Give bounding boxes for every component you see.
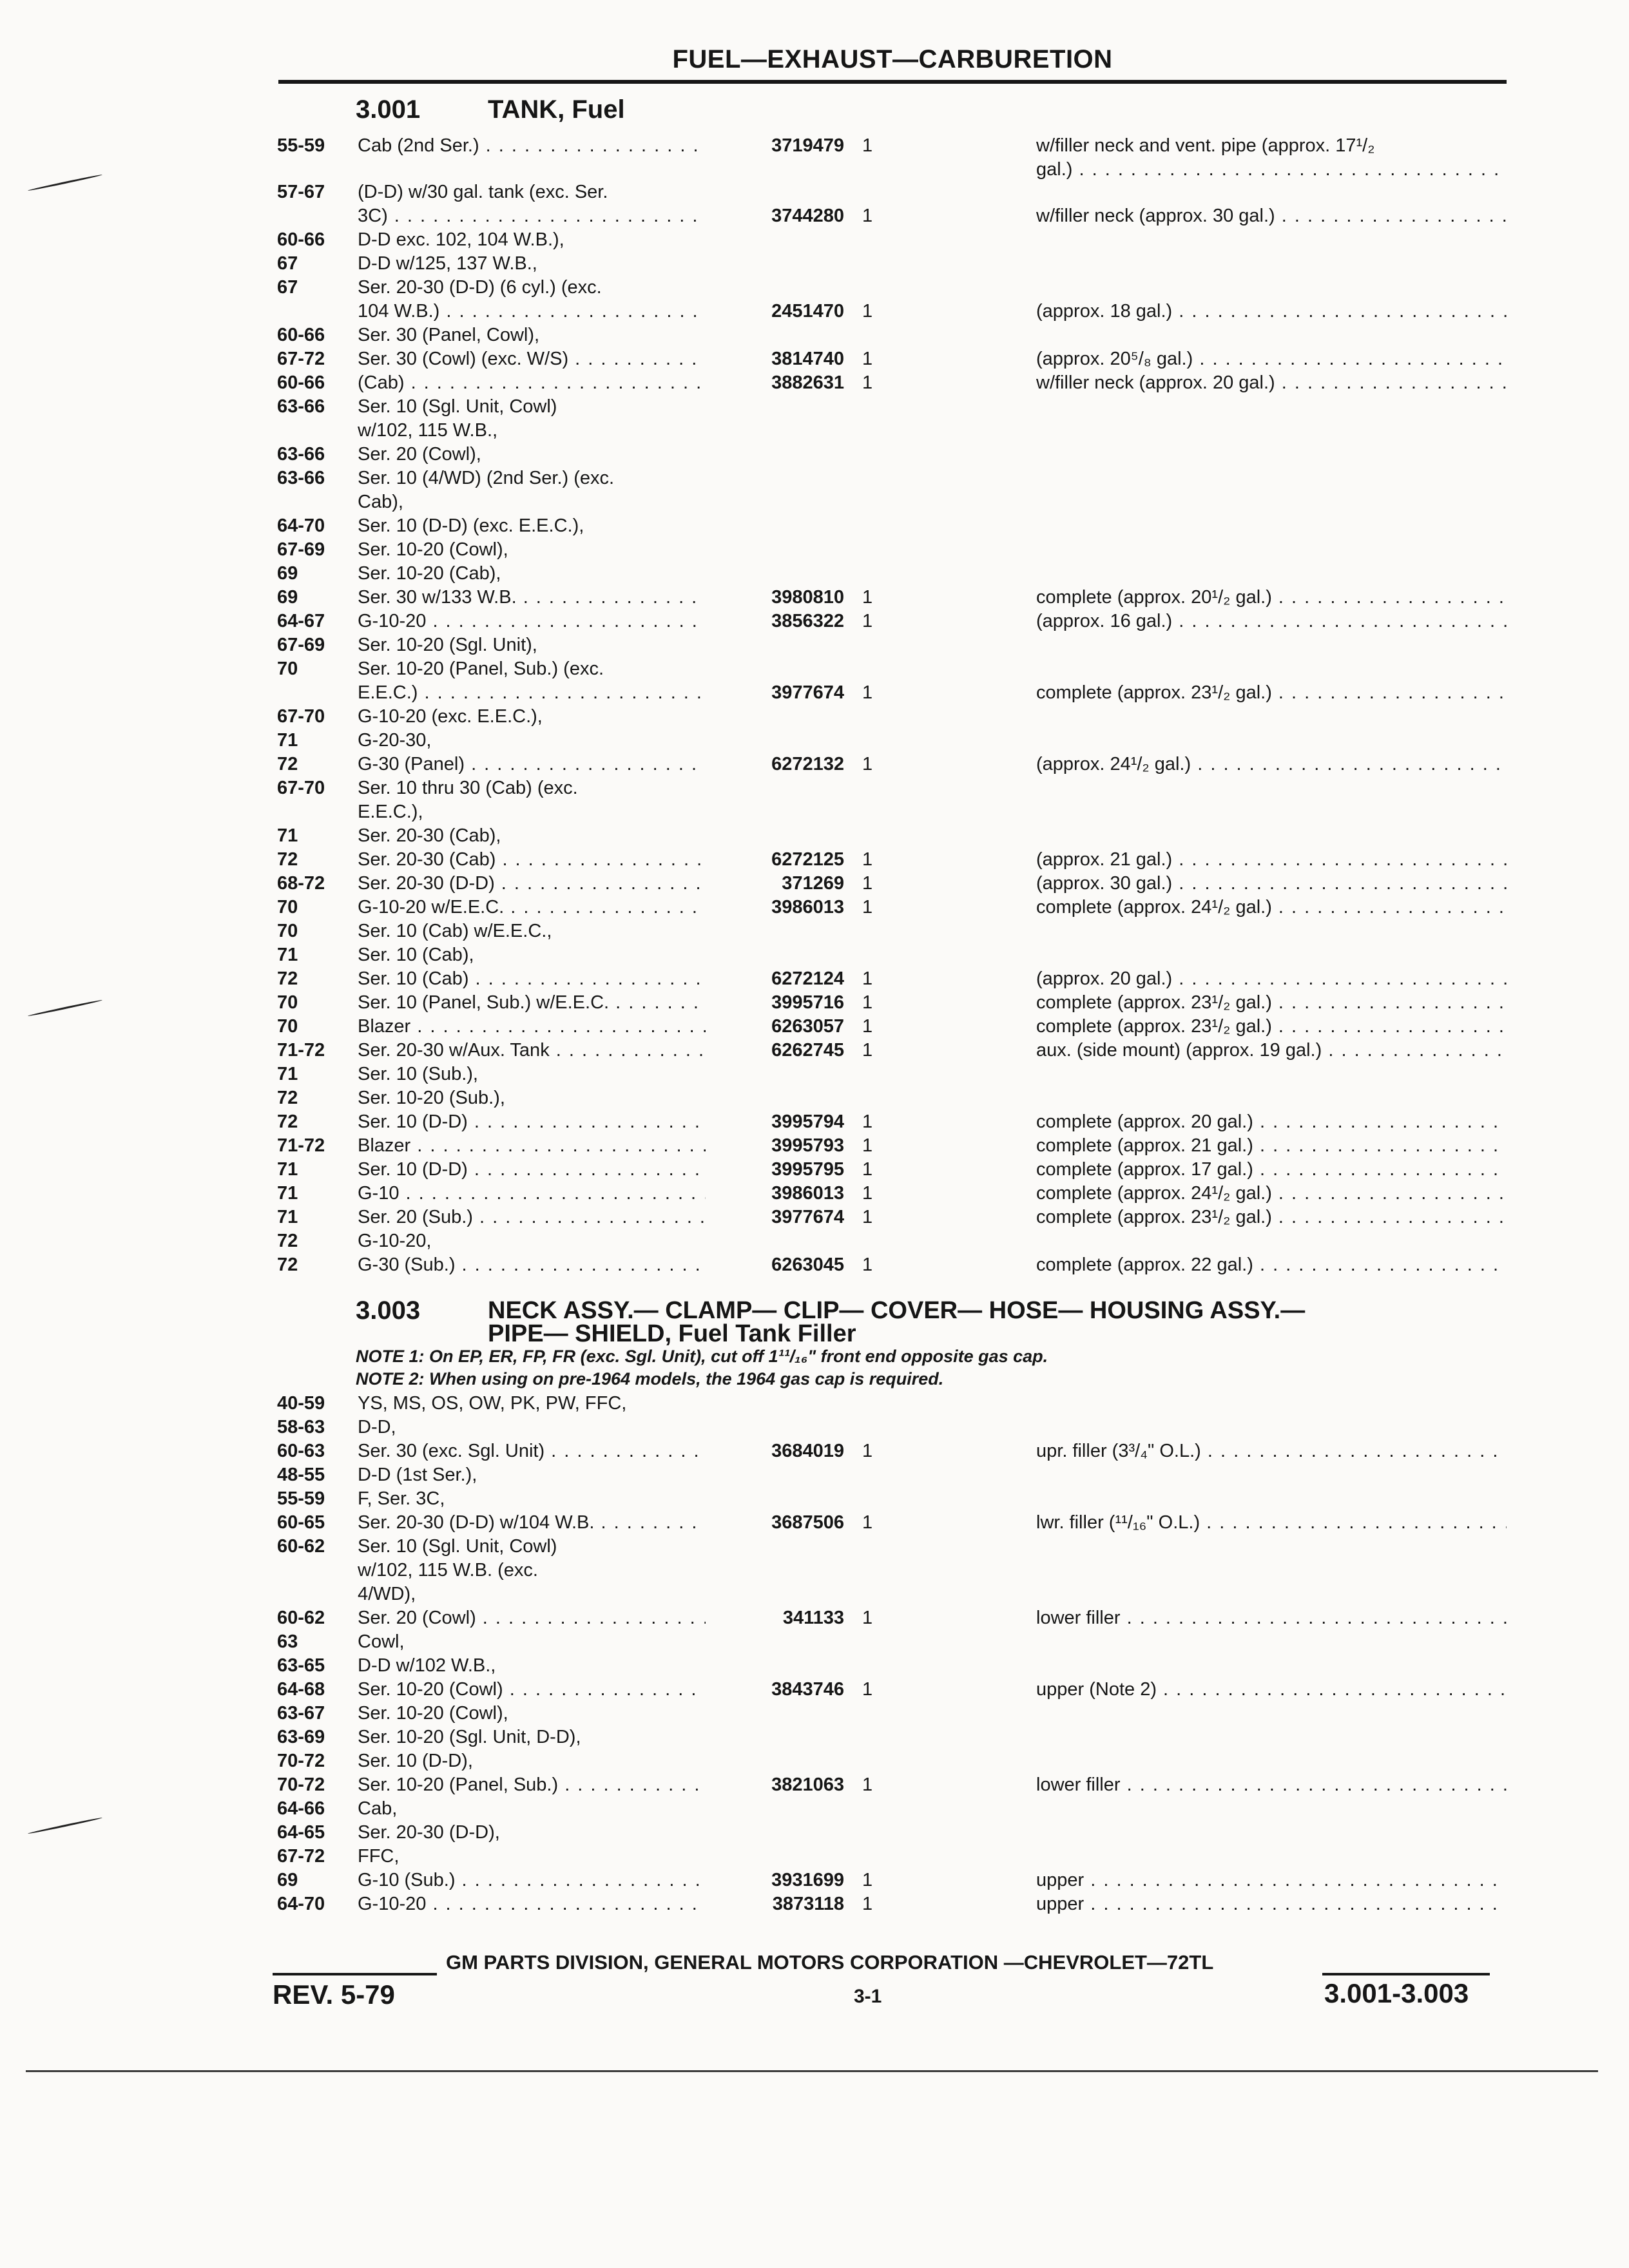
year-range: 55-59 — [277, 1488, 325, 1509]
part-number: 3977674 — [771, 682, 844, 703]
description: G-10-20 w/E.E.C. . . . — [358, 896, 706, 919]
year-range: 71 — [277, 1183, 298, 1204]
quantity: 1 — [862, 1774, 873, 1795]
description: Ser. 20-30 (D-D), — [358, 1822, 500, 1843]
year-range: 67-72 — [277, 1846, 325, 1867]
part-number: 371269 — [782, 873, 844, 894]
year-range: 67-69 — [277, 539, 325, 560]
quantity: 1 — [862, 301, 873, 322]
remarks: complete (approx. 20 gal.) . . . — [1036, 1110, 1507, 1134]
description: D-D w/125, 137 W.B., — [358, 253, 537, 274]
quantity: 1 — [862, 1207, 873, 1227]
part-number: 6272124 — [771, 968, 844, 989]
part-number: 3873118 — [772, 1894, 844, 1914]
year-range: 71 — [277, 730, 298, 751]
note-1: NOTE 1: On EP, ER, FP, FR (exc. Sgl. Unit), cut off 1¹¹/₁₆" front end opposite gas cap. — [356, 1347, 1048, 1366]
quantity: 1 — [862, 1040, 873, 1061]
description: D-D exc. 102, 104 W.B.), — [358, 229, 564, 250]
description: G-30 (Sub.) . . . — [358, 1253, 706, 1277]
year-range: 69 — [277, 563, 298, 584]
remarks: complete (approx. 23¹/₂ gal.) . . . — [1036, 681, 1507, 705]
quantity: 1 — [862, 587, 873, 608]
part-number: 3995716 — [771, 992, 844, 1013]
description: D-D (1st Ser.), — [358, 1465, 477, 1485]
description: Ser. 10-20 (Sub.), — [358, 1088, 505, 1108]
description: G-10-20 (exc. E.E.C.), — [358, 706, 543, 727]
section-3003-title-line2: PIPE— SHIELD, Fuel Tank Filler — [488, 1320, 856, 1347]
description: Ser. 10-20 (Cab), — [358, 563, 501, 584]
year-range: 63-69 — [277, 1727, 325, 1747]
quantity: 1 — [862, 135, 873, 156]
description: Ser. 10 (4/WD) (2nd Ser.) (exc. — [358, 468, 615, 488]
description: Ser. 10-20 (Sgl. Unit, D-D), — [358, 1727, 581, 1747]
remarks: complete (approx. 24¹/₂ gal.) . . . — [1036, 1182, 1507, 1206]
description: 3C) . . . — [358, 204, 706, 228]
part-number: 6272125 — [771, 849, 844, 870]
part-number: 3977674 — [771, 1207, 844, 1227]
description: F, Ser. 3C, — [358, 1488, 445, 1509]
remarks: upper (Note 2) . . . — [1036, 1678, 1507, 1702]
description: G-10 . . . — [358, 1182, 706, 1206]
header-rule — [278, 80, 1507, 84]
description: Ser. 10 (Cab) . . . — [358, 967, 706, 991]
remarks: (approx. 18 gal.) . . . — [1036, 300, 1507, 323]
quantity: 1 — [862, 1441, 873, 1461]
description: Ser. 20-30 (D-D) w/104 W.B. . . . — [358, 1511, 706, 1535]
remarks: complete (approx. 21 gal.) . . . — [1036, 1134, 1507, 1158]
part-number: 3744280 — [771, 206, 844, 226]
year-range: 68-72 — [277, 873, 325, 894]
description: Ser. 20-30 (Cab), — [358, 825, 501, 846]
section-number: 3.001 — [356, 95, 421, 124]
part-number: 3856322 — [771, 611, 844, 631]
description: Cowl, — [358, 1631, 405, 1652]
remarks: lwr. filler (¹¹/₁₆" O.L.) . . . — [1036, 1511, 1507, 1535]
description: Ser. 10 (D-D) (exc. E.E.C.), — [358, 515, 584, 536]
part-number: 341133 — [782, 1608, 844, 1628]
description: Ser. 10 (Sgl. Unit, Cowl) — [358, 1536, 557, 1557]
section-3003-heading — [356, 1296, 488, 1325]
description: Ser. 20 (Sub.) . . . — [358, 1206, 706, 1229]
part-number: 3995794 — [771, 1111, 844, 1132]
year-range: 67 — [277, 277, 298, 298]
year-range: 67 — [277, 253, 298, 274]
description: Cab), — [358, 492, 403, 512]
description: Ser. 10 (D-D) . . . — [358, 1110, 706, 1134]
remarks: complete (approx. 23¹/₂ gal.) . . . — [1036, 1206, 1507, 1229]
part-number: 3882631 — [771, 372, 844, 393]
quantity: 1 — [862, 1111, 873, 1132]
description: D-D, — [358, 1417, 396, 1437]
description: 4/WD), — [358, 1584, 416, 1604]
year-range: 60-62 — [277, 1536, 325, 1557]
year-range: 67-72 — [277, 349, 325, 369]
remarks: upper . . . — [1036, 1892, 1507, 1916]
quantity: 1 — [862, 1135, 873, 1156]
year-range: 72 — [277, 1254, 298, 1275]
description: Ser. 10 (Sub.), — [358, 1064, 478, 1084]
quantity: 1 — [862, 372, 873, 393]
quantity: 1 — [862, 611, 873, 631]
year-range: 67-69 — [277, 635, 325, 655]
year-range: 63-67 — [277, 1703, 325, 1724]
year-range: 57-67 — [277, 182, 325, 202]
year-range: 70 — [277, 658, 298, 679]
quantity: 1 — [862, 349, 873, 369]
year-range: 64-66 — [277, 1798, 325, 1819]
remarks: (approx. 24¹/₂ gal.) . . . — [1036, 753, 1507, 776]
year-range: 63-66 — [277, 468, 325, 488]
quantity: 1 — [862, 968, 873, 989]
year-range: 64-65 — [277, 1822, 325, 1843]
year-range: 71-72 — [277, 1135, 325, 1156]
part-number: 3821063 — [771, 1774, 844, 1795]
footer-publisher: GM PARTS DIVISION, GENERAL MOTORS CORPORATION —CHEVROLET—72TL — [446, 1951, 1214, 1974]
binder-hole-mark — [28, 1817, 102, 1834]
year-range: 60-63 — [277, 1441, 325, 1461]
year-range: 67-70 — [277, 706, 325, 727]
description: Ser. 10-20 (Cowl), — [358, 539, 508, 560]
page-header-title: FUEL—EXHAUST—CARBURETION — [672, 45, 1113, 73]
description: Ser. 10-20 (Panel, Sub.) . . . — [358, 1773, 706, 1797]
remarks: (approx. 21 gal.) . . . — [1036, 848, 1507, 872]
quantity: 1 — [862, 1608, 873, 1628]
year-range: 64-68 — [277, 1679, 325, 1700]
year-range: 71 — [277, 945, 298, 965]
quantity: 1 — [862, 897, 873, 918]
quantity: 1 — [862, 1183, 873, 1204]
description: Ser. 30 (Cowl) (exc. W/S) . . . — [358, 347, 706, 371]
section-number: 3.003 — [356, 1296, 421, 1325]
remarks: (approx. 16 gal.) . . . — [1036, 610, 1507, 633]
part-number: 2451470 — [771, 301, 844, 322]
quantity: 1 — [862, 992, 873, 1013]
description: YS, MS, OS, OW, PK, PW, FFC, — [358, 1393, 627, 1414]
year-range: 63-65 — [277, 1655, 325, 1676]
year-range: 60-62 — [277, 1608, 325, 1628]
quantity: 1 — [862, 1016, 873, 1037]
remarks: complete (approx. 22 gal.) . . . — [1036, 1253, 1507, 1277]
description: E.E.C.), — [358, 802, 423, 822]
part-number: 3843746 — [771, 1679, 844, 1700]
description: Cab (2nd Ser.) . . . — [358, 134, 706, 158]
year-range: 70-72 — [277, 1751, 325, 1771]
year-range: 71 — [277, 1207, 298, 1227]
description: G-10-20 . . . — [358, 610, 706, 633]
remarks: (approx. 30 gal.) . . . — [1036, 872, 1507, 896]
quantity: 1 — [862, 1254, 873, 1275]
year-range: 71-72 — [277, 1040, 325, 1061]
part-number: 6262745 — [771, 1040, 844, 1061]
part-number: 3719479 — [771, 135, 844, 156]
description: G-10-20, — [358, 1231, 432, 1251]
description: w/102, 115 W.B. (exc. — [358, 1560, 538, 1581]
remarks: complete (approx. 23¹/₂ gal.) . . . — [1036, 1015, 1507, 1039]
description: Ser. 10 thru 30 (Cab) (exc. — [358, 778, 578, 798]
part-number: 6263057 — [771, 1016, 844, 1037]
description: (Cab) . . . — [358, 371, 706, 395]
section-title: TANK, Fuel — [488, 95, 625, 124]
description: 104 W.B.) . . . — [358, 300, 706, 323]
year-range: 63-66 — [277, 396, 325, 417]
description: G-10-20 . . . — [358, 1892, 706, 1916]
year-range: 72 — [277, 849, 298, 870]
remarks: w/filler neck and vent. pipe (approx. 17¹/₂ — [1036, 135, 1375, 156]
quantity: 1 — [862, 754, 873, 774]
description: Ser. 20-30 (D-D) . . . — [358, 872, 706, 896]
quantity: 1 — [862, 1679, 873, 1700]
description: Ser. 10 (D-D) . . . — [358, 1158, 706, 1182]
year-range: 72 — [277, 754, 298, 774]
remarks: w/filler neck (approx. 30 gal.) . . . — [1036, 204, 1507, 228]
year-range: 64-70 — [277, 1894, 325, 1914]
description: FFC, — [358, 1846, 400, 1867]
remarks: w/filler neck (approx. 20 gal.) . . . — [1036, 371, 1507, 395]
page-number: 3-1 — [854, 1986, 882, 2007]
year-range: 60-65 — [277, 1512, 325, 1533]
year-range: 72 — [277, 1231, 298, 1251]
part-number: 6272132 — [771, 754, 844, 774]
remarks: lower filler . . . — [1036, 1606, 1507, 1630]
part-number: 3986013 — [771, 1183, 844, 1204]
description: Ser. 10-20 (Sgl. Unit), — [358, 635, 537, 655]
footer-rule-right — [1322, 1973, 1490, 1975]
year-range: 55-59 — [277, 135, 325, 156]
note-2: NOTE 2: When using on pre-1964 models, the 1964 gas cap is required. — [356, 1369, 944, 1389]
description: E.E.C.) . . . — [358, 681, 706, 705]
description: Ser. 10 (Cab), — [358, 945, 474, 965]
year-range: 69 — [277, 587, 298, 608]
description: Ser. 10 (Sgl. Unit, Cowl) — [358, 396, 557, 417]
year-range: 63-66 — [277, 444, 325, 465]
year-range: 63 — [277, 1631, 298, 1652]
remarks: upper . . . — [1036, 1869, 1507, 1892]
year-range: 48-55 — [277, 1465, 325, 1485]
description: D-D w/102 W.B., — [358, 1655, 496, 1676]
remarks: complete (approx. 24¹/₂ gal.) . . . — [1036, 896, 1507, 919]
part-number: 3995795 — [771, 1159, 844, 1180]
part-number: 3687506 — [771, 1512, 844, 1533]
remarks: (approx. 20⁵/₈ gal.) . . . — [1036, 347, 1507, 371]
year-range: 58-63 — [277, 1417, 325, 1437]
year-range: 64-70 — [277, 515, 325, 536]
part-number: 3995793 — [771, 1135, 844, 1156]
quantity: 1 — [862, 682, 873, 703]
year-range: 69 — [277, 1870, 298, 1890]
remarks: complete (approx. 23¹/₂ gal.) . . . — [1036, 991, 1507, 1015]
description: Ser. 30 (Panel, Cowl), — [358, 325, 540, 345]
quantity: 1 — [862, 1512, 873, 1533]
year-range: 67-70 — [277, 778, 325, 798]
binder-hole-mark — [28, 174, 102, 191]
year-range: 60-66 — [277, 372, 325, 393]
remarks: complete (approx. 17 gal.) . . . — [1036, 1158, 1507, 1182]
year-range: 72 — [277, 968, 298, 989]
footer-rule-left — [273, 1973, 437, 1975]
description: Ser. 10 (D-D), — [358, 1751, 473, 1771]
description: Ser. 10-20 (Cowl), — [358, 1703, 508, 1724]
description: Ser. 20 (Cowl) . . . — [358, 1606, 706, 1630]
description: Ser. 10-20 (Panel, Sub.) (exc. — [358, 658, 604, 679]
year-range: 64-67 — [277, 611, 325, 631]
description: G-30 (Panel) . . . — [358, 753, 706, 776]
description: Ser. 10 (Panel, Sub.) w/E.E.C. . . . — [358, 991, 706, 1015]
description: Ser. 20-30 (Cab) . . . — [358, 848, 706, 872]
description: Ser. 20 (Cowl), — [358, 444, 481, 465]
description: Ser. 20-30 (D-D) (6 cyl.) (exc. — [358, 277, 602, 298]
quantity: 1 — [862, 873, 873, 894]
remarks: upr. filler (3³/₄" O.L.) . . . — [1036, 1439, 1507, 1463]
section-reference: 3.001-3.003 — [1324, 1978, 1469, 2008]
revision-label: REV. 5-79 — [273, 1979, 395, 2010]
description: Blazer . . . — [358, 1134, 706, 1158]
year-range: 70 — [277, 992, 298, 1013]
binder-hole-mark — [28, 999, 102, 1017]
description: Ser. 20-30 w/Aux. Tank . . . — [358, 1039, 706, 1062]
year-range: 71 — [277, 1159, 298, 1180]
description: Ser. 30 w/133 W.B. . . . — [358, 586, 706, 610]
quantity: 1 — [862, 1870, 873, 1890]
year-range: 72 — [277, 1088, 298, 1108]
year-range: 60-66 — [277, 325, 325, 345]
description: Ser. 10-20 (Cowl) . . . — [358, 1678, 706, 1702]
remarks: gal.) . . . — [1036, 158, 1507, 182]
year-range: 70-72 — [277, 1774, 325, 1795]
part-number: 6263045 — [771, 1254, 844, 1275]
description: Blazer . . . — [358, 1015, 706, 1039]
part-number: 3931699 — [771, 1870, 844, 1890]
description: Cab, — [358, 1798, 398, 1819]
bottom-scan-line — [26, 2070, 1598, 2072]
section-3003-title-line1: NECK ASSY.— CLAMP— CLIP— COVER— HOSE— HOUSING ASSY.— — [488, 1297, 1306, 1324]
year-range: 71 — [277, 825, 298, 846]
year-range: 71 — [277, 1064, 298, 1084]
part-number: 3986013 — [771, 897, 844, 918]
quantity: 1 — [862, 1159, 873, 1180]
year-range: 72 — [277, 1111, 298, 1132]
remarks: (approx. 20 gal.) . . . — [1036, 967, 1507, 991]
description: Ser. 10 (Cab) w/E.E.C., — [358, 921, 552, 941]
quantity: 1 — [862, 206, 873, 226]
year-range: 70 — [277, 897, 298, 918]
quantity: 1 — [862, 849, 873, 870]
remarks: aux. (side mount) (approx. 19 gal.) . . . — [1036, 1039, 1507, 1062]
part-number: 3814740 — [771, 349, 844, 369]
description: w/102, 115 W.B., — [358, 420, 498, 441]
remarks: lower filler . . . — [1036, 1773, 1507, 1797]
year-range: 40-59 — [277, 1393, 325, 1414]
quantity: 1 — [862, 1894, 873, 1914]
description: G-10 (Sub.) . . . — [358, 1869, 706, 1892]
part-number: 3980810 — [771, 587, 844, 608]
description: (D-D) w/30 gal. tank (exc. Ser. — [358, 182, 608, 202]
description: G-20-30, — [358, 730, 432, 751]
year-range: 70 — [277, 921, 298, 941]
description: Ser. 30 (exc. Sgl. Unit) . . . — [358, 1439, 706, 1463]
remarks: complete (approx. 20¹/₂ gal.) . . . — [1036, 586, 1507, 610]
year-range: 70 — [277, 1016, 298, 1037]
section-3001-heading — [356, 95, 625, 124]
year-range: 60-66 — [277, 229, 325, 250]
part-number: 3684019 — [771, 1441, 844, 1461]
